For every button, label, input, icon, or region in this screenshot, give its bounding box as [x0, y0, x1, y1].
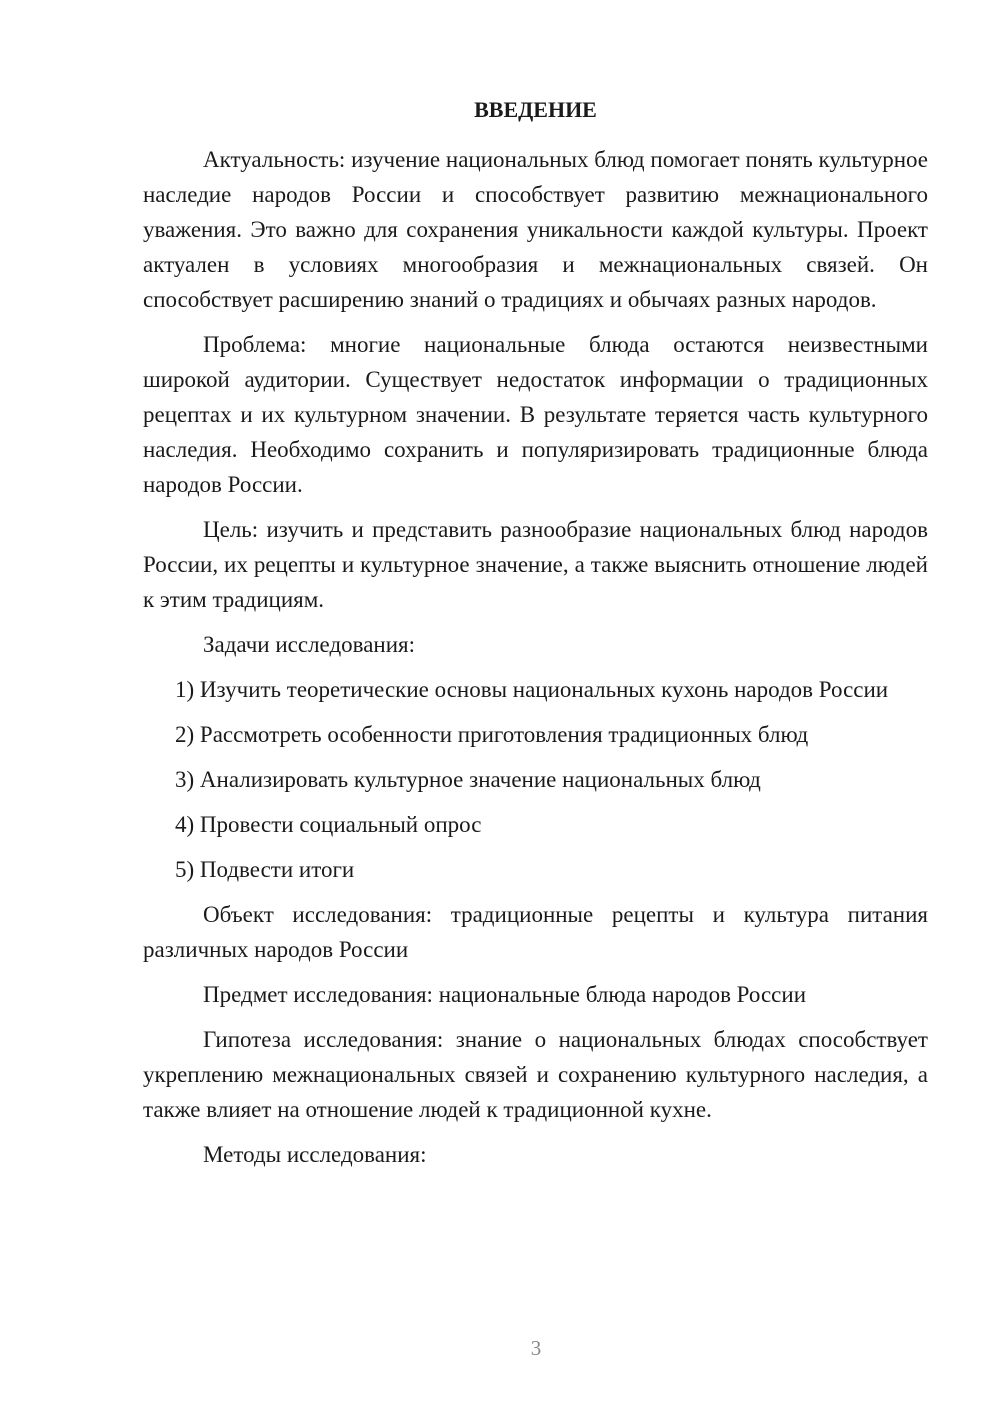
problem-paragraph: Проблема: многие национальные блюда остаются неизвестными широкой аудитории. Существует недостаток информации о традиционных рецептах и их культурном значении. В результате теряется часть культурного наследия. Необходимо сохранить и популяризировать традиционные блюда народов России.: [143, 332, 928, 497]
task-item: 4) Провести социальный опрос: [175, 812, 482, 837]
document-page: [143, 96, 928, 1182]
task-item: 5) Подвести итоги: [175, 857, 355, 882]
task-item: 2) Рассмотреть особенности приготовления традиционных блюд: [175, 722, 809, 747]
task-item: 3) Анализировать культурное значение национальных блюд: [175, 767, 761, 792]
object-paragraph: Объект исследования: традиционные рецепты и культура питания различных народов России: [143, 902, 928, 962]
methods-title: Методы исследования:: [203, 1142, 427, 1167]
relevance-paragraph: Актуальность: изучение национальных блюд помогает понять культурное наследие народов России и способствует развитию межнационального уважения. Это важно для сохранения уникальности каждой культуры. Проект актуален в условиях многообразия и межнациональных связей. Он способствует расширению знаний о традициях и обычаях разных народов.: [143, 147, 928, 312]
subject-paragraph: Предмет исследования: национальные блюда народов России: [203, 982, 807, 1007]
hypothesis-paragraph: Гипотеза исследования: знание о национальных блюдах способствует укреплению межнациональных связей и сохранению культурного наследия, а также влияет на отношение людей к традиционной кухне.: [143, 1027, 928, 1122]
page-number: 3: [530, 1336, 542, 1360]
section-heading: ВВЕДЕНИЕ: [474, 97, 597, 122]
tasks-title: Задачи исследования:: [203, 632, 416, 657]
task-item: 1) Изучить теоретические основы национальных кухонь народов России: [175, 677, 889, 702]
goal-paragraph: Цель: изучить и представить разнообразие национальных блюд народов России, их рецепты и культурное значение, а также выяснить отношение людей к этим традициям.: [143, 517, 928, 612]
